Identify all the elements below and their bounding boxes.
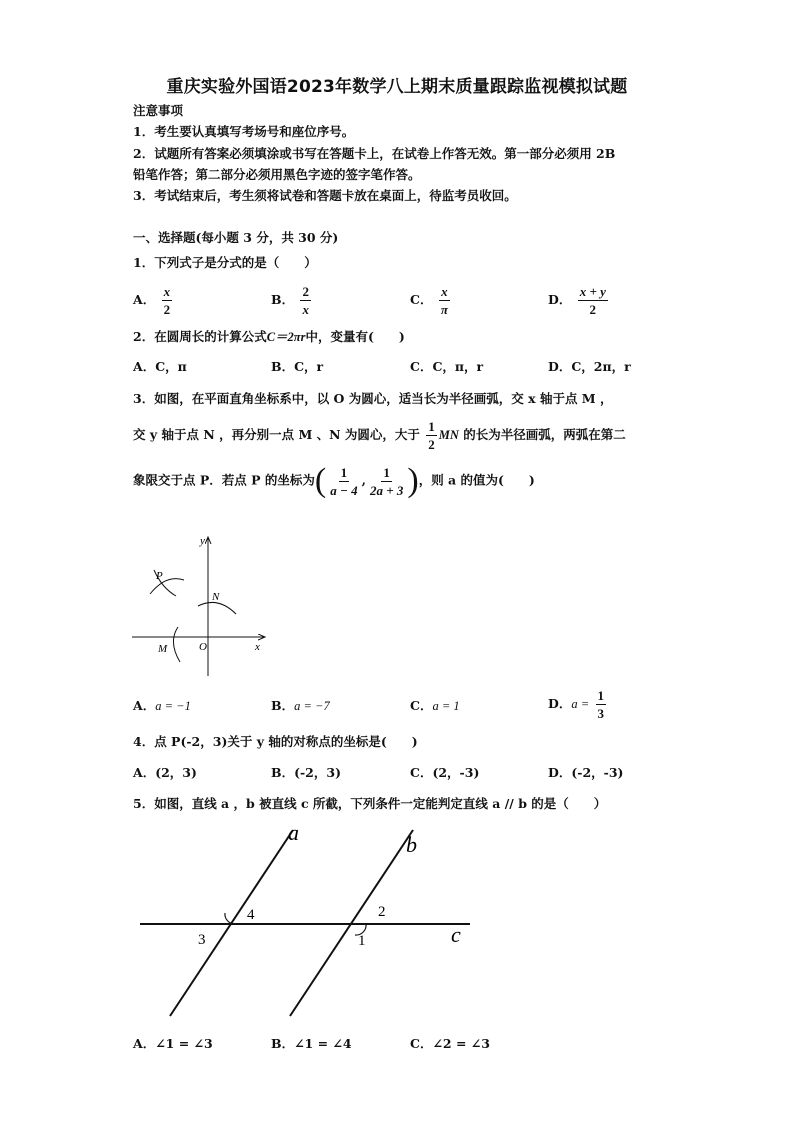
q4-option-b[interactable]: B．(-2，3) bbox=[271, 765, 341, 780]
q1-option-d[interactable] bbox=[548, 284, 610, 317]
section-heading: 一、选择题(每小题 3 分，共 30 分) bbox=[133, 230, 339, 245]
notice-item: 1．考生要认真填写考场号和座位序号。 bbox=[133, 124, 355, 139]
line-a-label: a bbox=[288, 820, 299, 845]
x-label: x bbox=[255, 641, 260, 653]
angle-2-label: 2 bbox=[378, 904, 386, 920]
fraction: $\frac{2}{x}$ bbox=[302, 284, 309, 317]
option-label: D． bbox=[548, 292, 572, 307]
fraction-half: $\frac{1}{2}$ bbox=[428, 419, 435, 452]
q3-option-b[interactable]: B．a = −7 bbox=[271, 698, 330, 713]
formula: C＝2πr bbox=[266, 330, 306, 344]
point-p-label: P bbox=[156, 570, 163, 582]
q4-option-a[interactable]: A．(2，3) bbox=[133, 765, 197, 780]
angle-4-label: 4 bbox=[247, 907, 255, 923]
question-3-line2: 交 y 轴于点 N ，再分别一点 M 、N 为圆心，大于 $\frac{1}{2}$ MN 的长为半径画弧，两弧在第二 bbox=[133, 419, 626, 452]
point-m-label: M bbox=[158, 643, 168, 655]
arc-m bbox=[173, 627, 180, 662]
fraction: $\frac{1}{2a + 3}$ bbox=[369, 464, 404, 498]
option-label: A． bbox=[133, 292, 156, 307]
q2-option-b[interactable]: B．C，r bbox=[271, 359, 324, 374]
angle-3-label: 3 bbox=[198, 932, 206, 948]
fraction: $\frac{1}{3}$ bbox=[597, 688, 605, 721]
q1-option-c[interactable] bbox=[410, 284, 452, 317]
q5-option-b[interactable]: B．∠1 = ∠4 bbox=[271, 1036, 352, 1051]
q4-option-c[interactable]: C．(2，-3) bbox=[410, 765, 480, 780]
q5-option-a[interactable]: A．∠1 = ∠3 bbox=[133, 1036, 213, 1051]
q2-option-c[interactable]: C．C，π，r bbox=[410, 359, 484, 374]
fraction: $\frac{x}{2}$ bbox=[163, 284, 171, 317]
question-5-stem: 5．如图，直线 a ，b 被直线 c 所截，下列条件一定能判定直线 a // b 的是（ ） bbox=[133, 796, 607, 811]
fraction: $\frac{x + y}{2}$ bbox=[579, 284, 606, 317]
notice-item: 3．考试结束后，考生须将试卷和答题卡放在桌面上，待监考员收回。 bbox=[133, 188, 517, 203]
q5-option-c[interactable]: C．∠2 = ∠3 bbox=[410, 1036, 490, 1051]
q2-option-a[interactable]: A．C，π bbox=[133, 359, 187, 374]
q2-option-d[interactable]: D．C，2π，r bbox=[548, 359, 631, 374]
line-b-label: b bbox=[406, 832, 417, 857]
q1-option-b[interactable] bbox=[271, 284, 313, 317]
line-c-label: c bbox=[451, 922, 461, 947]
q3-option-c[interactable]: C．a = 1 bbox=[410, 698, 460, 713]
q3-option-a[interactable]: A．a = −1 bbox=[133, 698, 191, 713]
question-3-line1: 3．如图，在平面直角坐标系中，以 O 为圆心，适当长为半径画弧，交 x 轴于点 M ， bbox=[133, 391, 613, 406]
fraction: $\frac{x}{\pi}$ bbox=[440, 284, 448, 317]
page-title: 重庆实验外国语2023年数学八上期末质量跟踪监视模拟试题 bbox=[166, 77, 628, 97]
option-label: C． bbox=[410, 292, 433, 307]
notice-heading: 注意事项 bbox=[133, 103, 184, 118]
y-label: y bbox=[200, 535, 205, 547]
q4-option-d[interactable]: D．(-2，-3) bbox=[548, 765, 624, 780]
notice-item: 铅笔作答；第二部分必须用黑色字迹的签字笔作答。 bbox=[133, 167, 421, 182]
question-3-line3: 象限交于点 P．若点 P 的坐标为( $\frac{1}{a - 4}$ , $\frac{1}{2a + 3}$ )，则 a 的值为( ) bbox=[133, 462, 535, 499]
question-4-stem: 4．点 P(-2，3)关于 y 轴的对称点的坐标是( ) bbox=[133, 734, 418, 749]
parallel-lines-figure bbox=[138, 818, 478, 1023]
point-n-label: N bbox=[212, 591, 220, 603]
question-2-stem: 2．在圆周长的计算公式C＝2πr中，变量有( ) bbox=[133, 329, 405, 344]
q1-option-a[interactable] bbox=[133, 284, 174, 317]
arc-n bbox=[198, 602, 236, 614]
fraction: $\frac{1}{a - 4}$ bbox=[330, 464, 358, 498]
origin-label: O bbox=[199, 641, 207, 653]
option-label: B． bbox=[271, 292, 295, 307]
notice-item: 2．试题所有答案必须填涂或书写在答题卡上，在试卷上作答无效。第一部分必须用 2B bbox=[133, 146, 616, 161]
angle-1-label: 1 bbox=[358, 933, 366, 949]
question-1-stem: 1．下列式子是分式的是（ ） bbox=[133, 255, 317, 270]
coordinate-figure bbox=[128, 530, 273, 680]
q3-option-d[interactable]: D．a = $\frac{1}{3}$ bbox=[548, 688, 605, 721]
